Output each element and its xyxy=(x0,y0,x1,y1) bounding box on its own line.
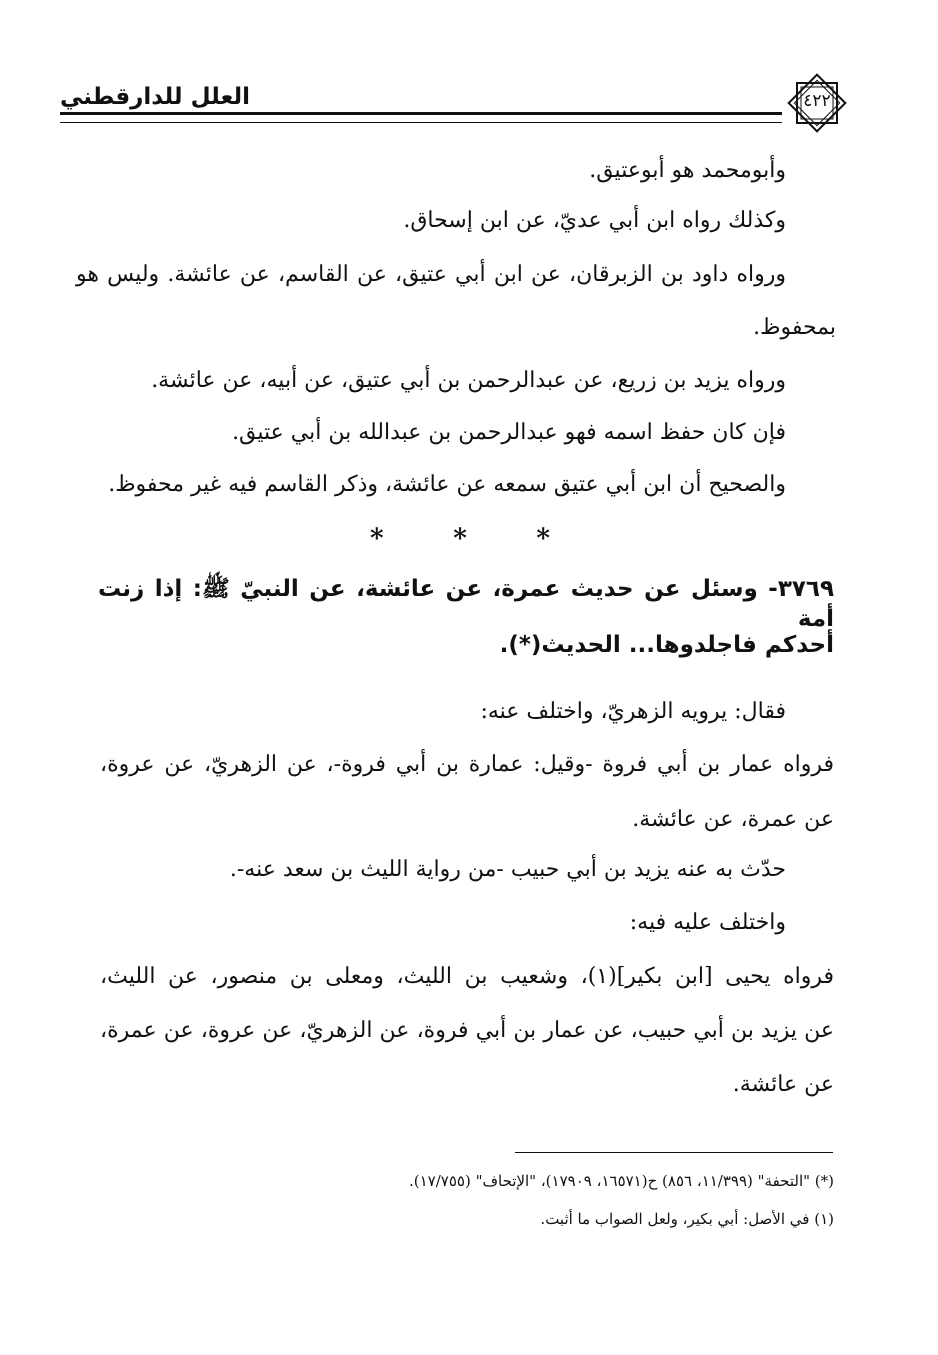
text-line: عن يزيد بن أبي حبيب، عن عمار بن أبي فروة، عن الزهريّ، عن عروة، عن عمرة، xyxy=(100,1018,834,1043)
footnote: (*) "التحفة" (١١/٣٩٩، ٨٥٦) ح(١٦٥٧١، ١٧٩٠٩)، "الإتحاف" (١٧/٧٥٥). xyxy=(408,1172,834,1190)
footnote-rule xyxy=(515,1152,833,1153)
text-line: ورواه داود بن الزبرقان، عن ابن أبي عتيق، عن القاسم، عن عائشة. وليس هو xyxy=(76,262,786,287)
text-line: عن عائشة. xyxy=(732,1072,834,1097)
page-number-badge xyxy=(784,70,850,136)
text-line: فقال: يرويه الزهريّ، واختلف عنه: xyxy=(480,699,786,724)
text-line: وكذلك رواه ابن أبي عديّ، عن ابن إسحاق. xyxy=(403,208,786,233)
header-rule xyxy=(60,112,782,123)
separator-star: * xyxy=(453,524,467,554)
text-line: واختلف عليه فيه: xyxy=(629,910,786,935)
separator-star: * xyxy=(536,524,550,554)
footnote: (١) في الأصل: أبي بكير، ولعل الصواب ما أثبت. xyxy=(540,1210,834,1228)
separator-star: * xyxy=(370,524,384,554)
text-line: فرواه يحيى [ابن بكير](١)، وشعيب بن الليث، ومعلى بن منصور، عن الليث، xyxy=(100,964,834,989)
page-header xyxy=(60,70,850,140)
text-line: بمحفوظ. xyxy=(753,315,836,340)
text-line: وأبومحمد هو أبوعتيق. xyxy=(589,158,786,183)
page-number: ٤٢٢ xyxy=(803,91,831,111)
hadith-heading-line: أحدكم فاجلدوها... الحديث(*). xyxy=(499,632,834,658)
text-line: حدّث به عنه يزيد بن أبي حبيب -من رواية الليث بن سعد عنه-. xyxy=(229,857,786,882)
book-title: العلل للدارقطني xyxy=(60,84,250,110)
text-line: عن عمرة، عن عائشة. xyxy=(632,807,834,832)
text-line: فرواه عمار بن أبي فروة -وقيل: عمارة بن أبي فروة-، عن الزهريّ، عن عروة، xyxy=(100,752,834,777)
text-line: ورواه يزيد بن زريع، عن عبدالرحمن بن أبي عتيق، عن أبيه، عن عائشة. xyxy=(151,368,786,393)
hadith-heading-line: ٣٧٦٩- وسئل عن حديث عمرة، عن عائشة، عن النبيّ ﷺ: إذا زنت أمة xyxy=(98,576,834,632)
section-separator xyxy=(370,524,550,554)
text-line: فإن كان حفظ اسمه فهو عبدالرحمن بن عبدالله بن أبي عتيق. xyxy=(232,420,786,445)
text-line: والصحيح أن ابن أبي عتيق سمعه عن عائشة، وذكر القاسم فيه غير محفوظ. xyxy=(108,472,786,497)
